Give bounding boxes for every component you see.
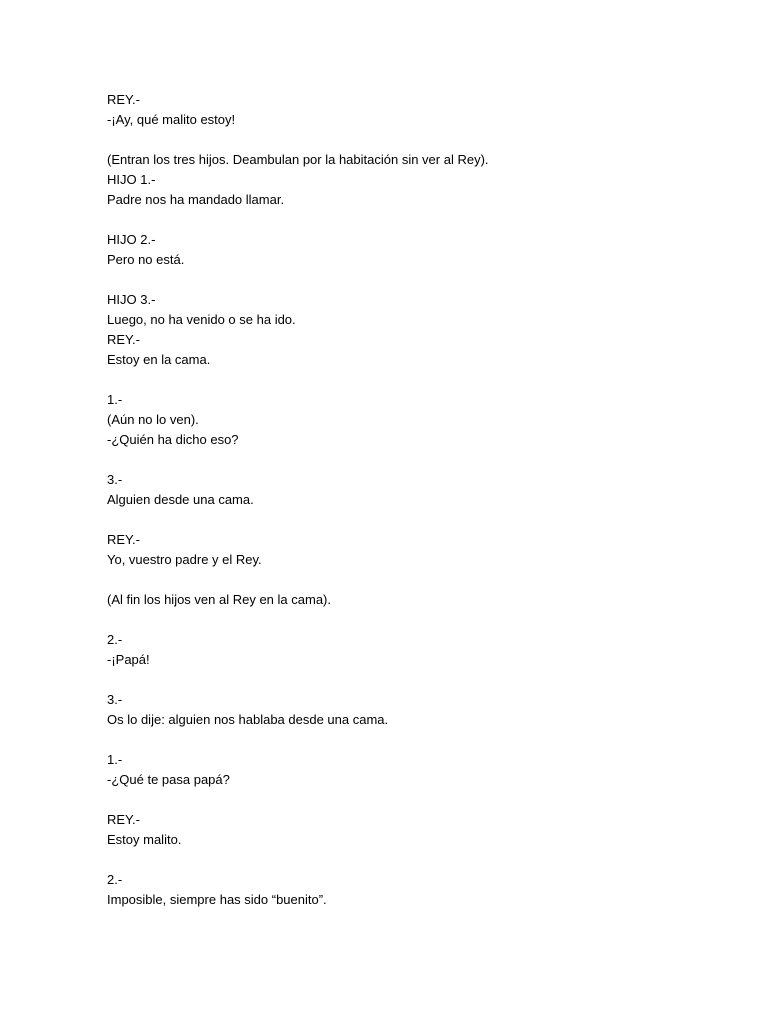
text-line: (Aún no lo ven). xyxy=(107,412,199,427)
text-line: (Al fin los hijos ven al Rey en la cama). xyxy=(107,592,331,607)
blank-line xyxy=(107,510,727,530)
text-line: Padre nos ha mandado llamar. xyxy=(107,192,285,207)
text-line: REY.- xyxy=(107,332,140,347)
text-line: Os lo dije: alguien nos hablaba desde una cama. xyxy=(107,712,389,727)
text-line: 1.- xyxy=(107,752,123,767)
blank-line xyxy=(107,270,727,290)
script-text xyxy=(107,90,727,910)
text-line: 2.- xyxy=(107,872,123,887)
text-line: 1.- xyxy=(107,392,123,407)
text-line: HIJO 1.- xyxy=(107,172,156,187)
text-line: 2.- xyxy=(107,632,123,647)
text-line: 3.- xyxy=(107,692,123,707)
text-line: (Entran los tres hijos. Deambulan por la habitación sin ver al Rey). xyxy=(107,152,489,167)
blank-line xyxy=(107,850,727,870)
text-line: Estoy en la cama. xyxy=(107,352,211,367)
blank-line xyxy=(107,670,727,690)
text-line: -¡Ay, qué malito estoy! xyxy=(107,112,236,127)
text-line: REY.- xyxy=(107,532,140,547)
text-line: HIJO 2.- xyxy=(107,232,156,247)
text-line: REY.- xyxy=(107,812,140,827)
blank-line xyxy=(107,790,727,810)
text-line: Imposible, siempre has sido “buenito”. xyxy=(107,892,327,907)
blank-line xyxy=(107,450,727,470)
text-line: -¡Papá! xyxy=(107,652,150,667)
text-line: 3.- xyxy=(107,472,123,487)
text-line: Yo, vuestro padre y el Rey. xyxy=(107,552,262,567)
text-line: Pero no está. xyxy=(107,252,185,267)
text-line: Estoy malito. xyxy=(107,832,182,847)
blank-line xyxy=(107,370,727,390)
blank-line xyxy=(107,210,727,230)
blank-line xyxy=(107,610,727,630)
blank-line xyxy=(107,570,727,590)
text-line: REY.- xyxy=(107,92,140,107)
blank-line xyxy=(107,130,727,150)
text-line: HIJO 3.- xyxy=(107,292,156,307)
text-line: -¿Quién ha dicho eso? xyxy=(107,432,239,447)
text-line: -¿Qué te pasa papá? xyxy=(107,772,230,787)
blank-line xyxy=(107,730,727,750)
text-line: Alguien desde una cama. xyxy=(107,492,254,507)
text-line: Luego, no ha venido o se ha ido. xyxy=(107,312,296,327)
